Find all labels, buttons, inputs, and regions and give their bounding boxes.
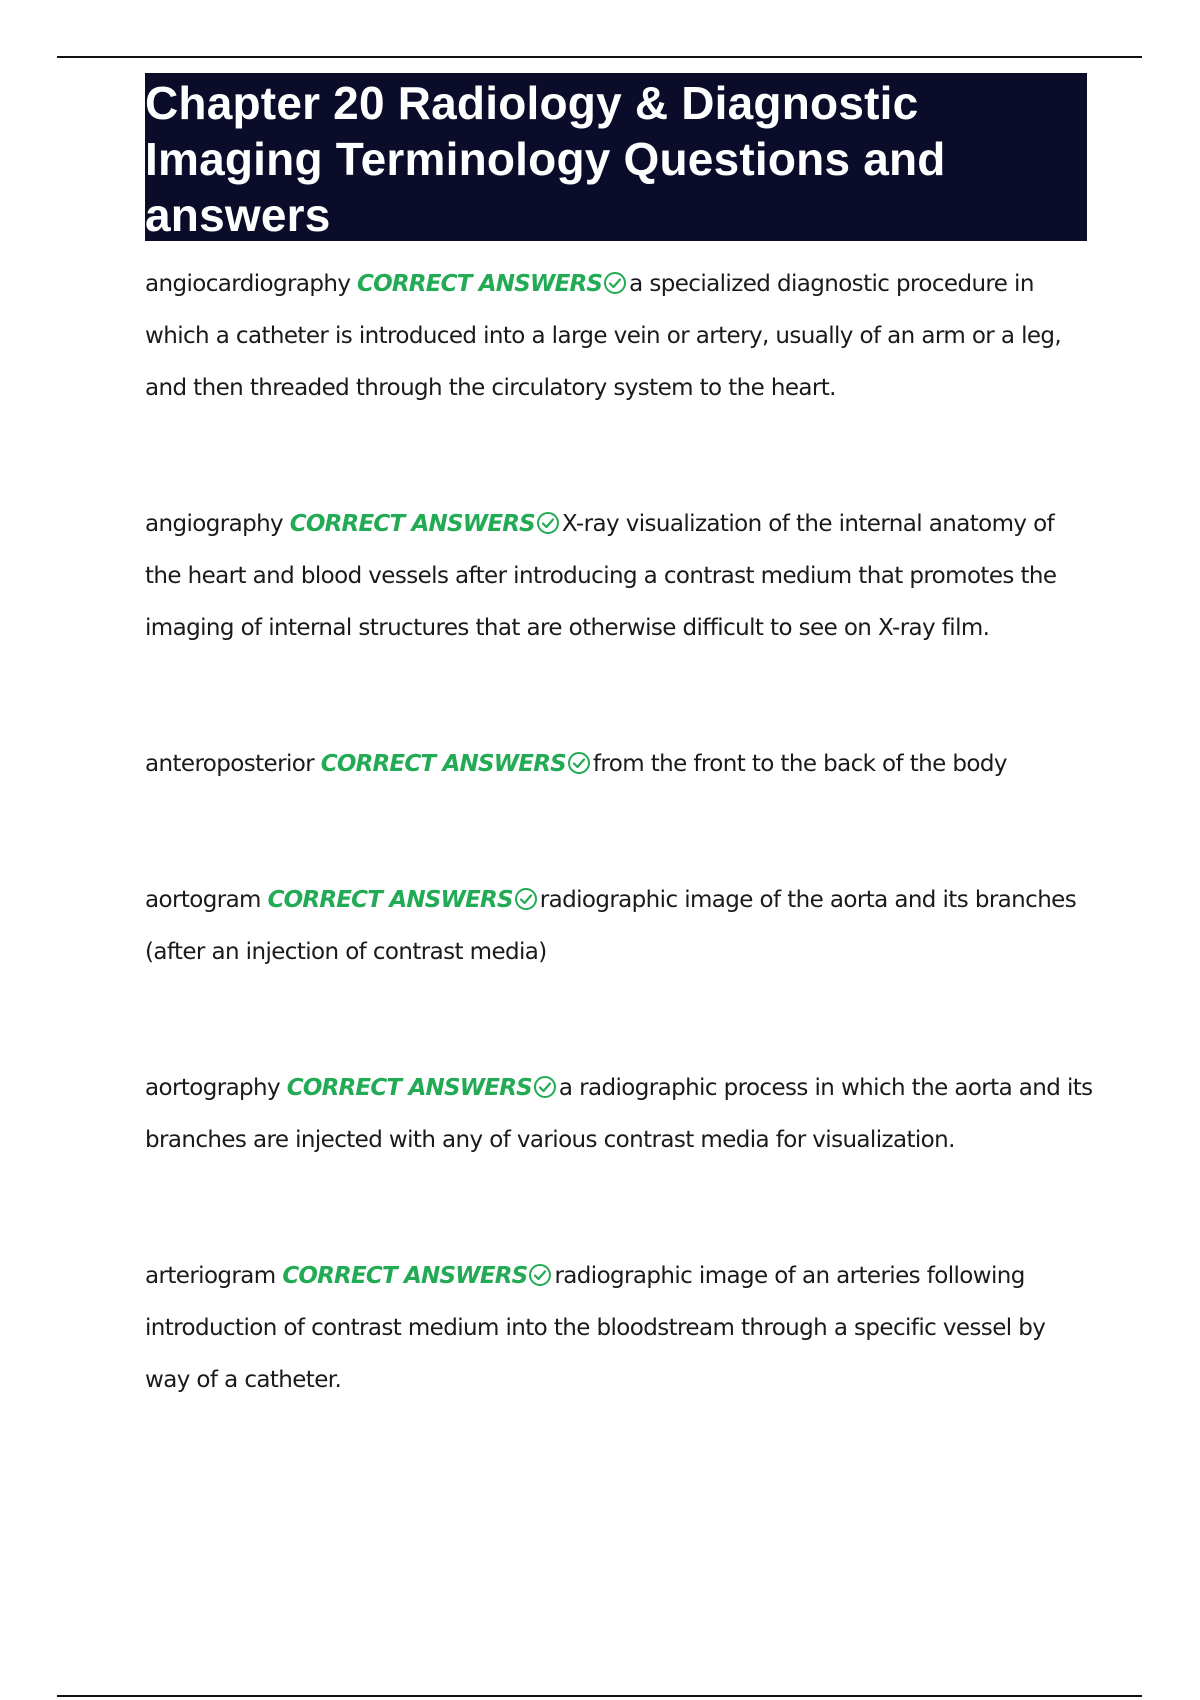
- check-circle-icon: [536, 511, 560, 535]
- entry-definition: a radiographic process in which the aorta and its branches are injected with any of various contrast media for visualization.: [145, 1075, 1093, 1153]
- qa-entry: [145, 738, 1095, 790]
- top-divider: [57, 56, 1142, 58]
- correct-answers-label: CORRECT ANSWERS: [357, 271, 603, 297]
- entry-term: anteroposterior: [145, 751, 315, 777]
- check-circle-icon: [533, 1075, 557, 1099]
- entry-definition: X-ray visualization of the internal anatomy of the heart and blood vessels after introducing a contrast medium that promotes the imaging of internal structures that are otherwise difficult to see on X-ray film.: [145, 511, 1057, 641]
- entry-term: aortography: [145, 1075, 281, 1101]
- correct-answers-label: CORRECT ANSWERS: [286, 1075, 532, 1101]
- correct-answers-label: CORRECT ANSWERS: [267, 887, 513, 913]
- page-title: Chapter 20 Radiology & Diagnostic Imaging Terminology Questions and answers: [145, 77, 946, 241]
- correct-answers-label: CORRECT ANSWERS: [320, 751, 566, 777]
- qa-entry: [145, 1062, 1095, 1166]
- entry-definition: radiographic image of the aorta and its branches (after an injection of contrast media): [145, 887, 1077, 965]
- entry-term: arteriogram: [145, 1263, 276, 1289]
- entry-definition: a specialized diagnostic procedure in which a catheter is introduced into a large vein or artery, usually of an arm or a leg, and then threaded through the circulatory system to the heart.: [145, 271, 1062, 401]
- correct-answers-label: CORRECT ANSWERS: [282, 1263, 528, 1289]
- qa-entry: [145, 258, 1095, 414]
- qa-entry: [145, 1250, 1095, 1406]
- qa-entry: [145, 498, 1095, 654]
- entry-term: aortogram: [145, 887, 261, 913]
- check-circle-icon: [528, 1263, 552, 1287]
- entry-term: angiography: [145, 511, 284, 537]
- qa-entry: [145, 874, 1095, 978]
- check-circle-icon: [514, 887, 538, 911]
- title-banner: [145, 73, 1087, 241]
- qa-list: [145, 258, 1095, 1406]
- correct-answers-label: CORRECT ANSWERS: [289, 511, 535, 537]
- check-circle-icon: [567, 751, 591, 775]
- bottom-divider: [57, 1695, 1142, 1697]
- check-circle-icon: [603, 271, 627, 295]
- entry-definition: from the front to the back of the body: [592, 751, 1007, 777]
- entry-definition: radiographic image of an arteries following introduction of contrast medium into the bloodstream through a specific vessel by way of a catheter.: [145, 1263, 1046, 1393]
- entry-term: angiocardiography: [145, 271, 351, 297]
